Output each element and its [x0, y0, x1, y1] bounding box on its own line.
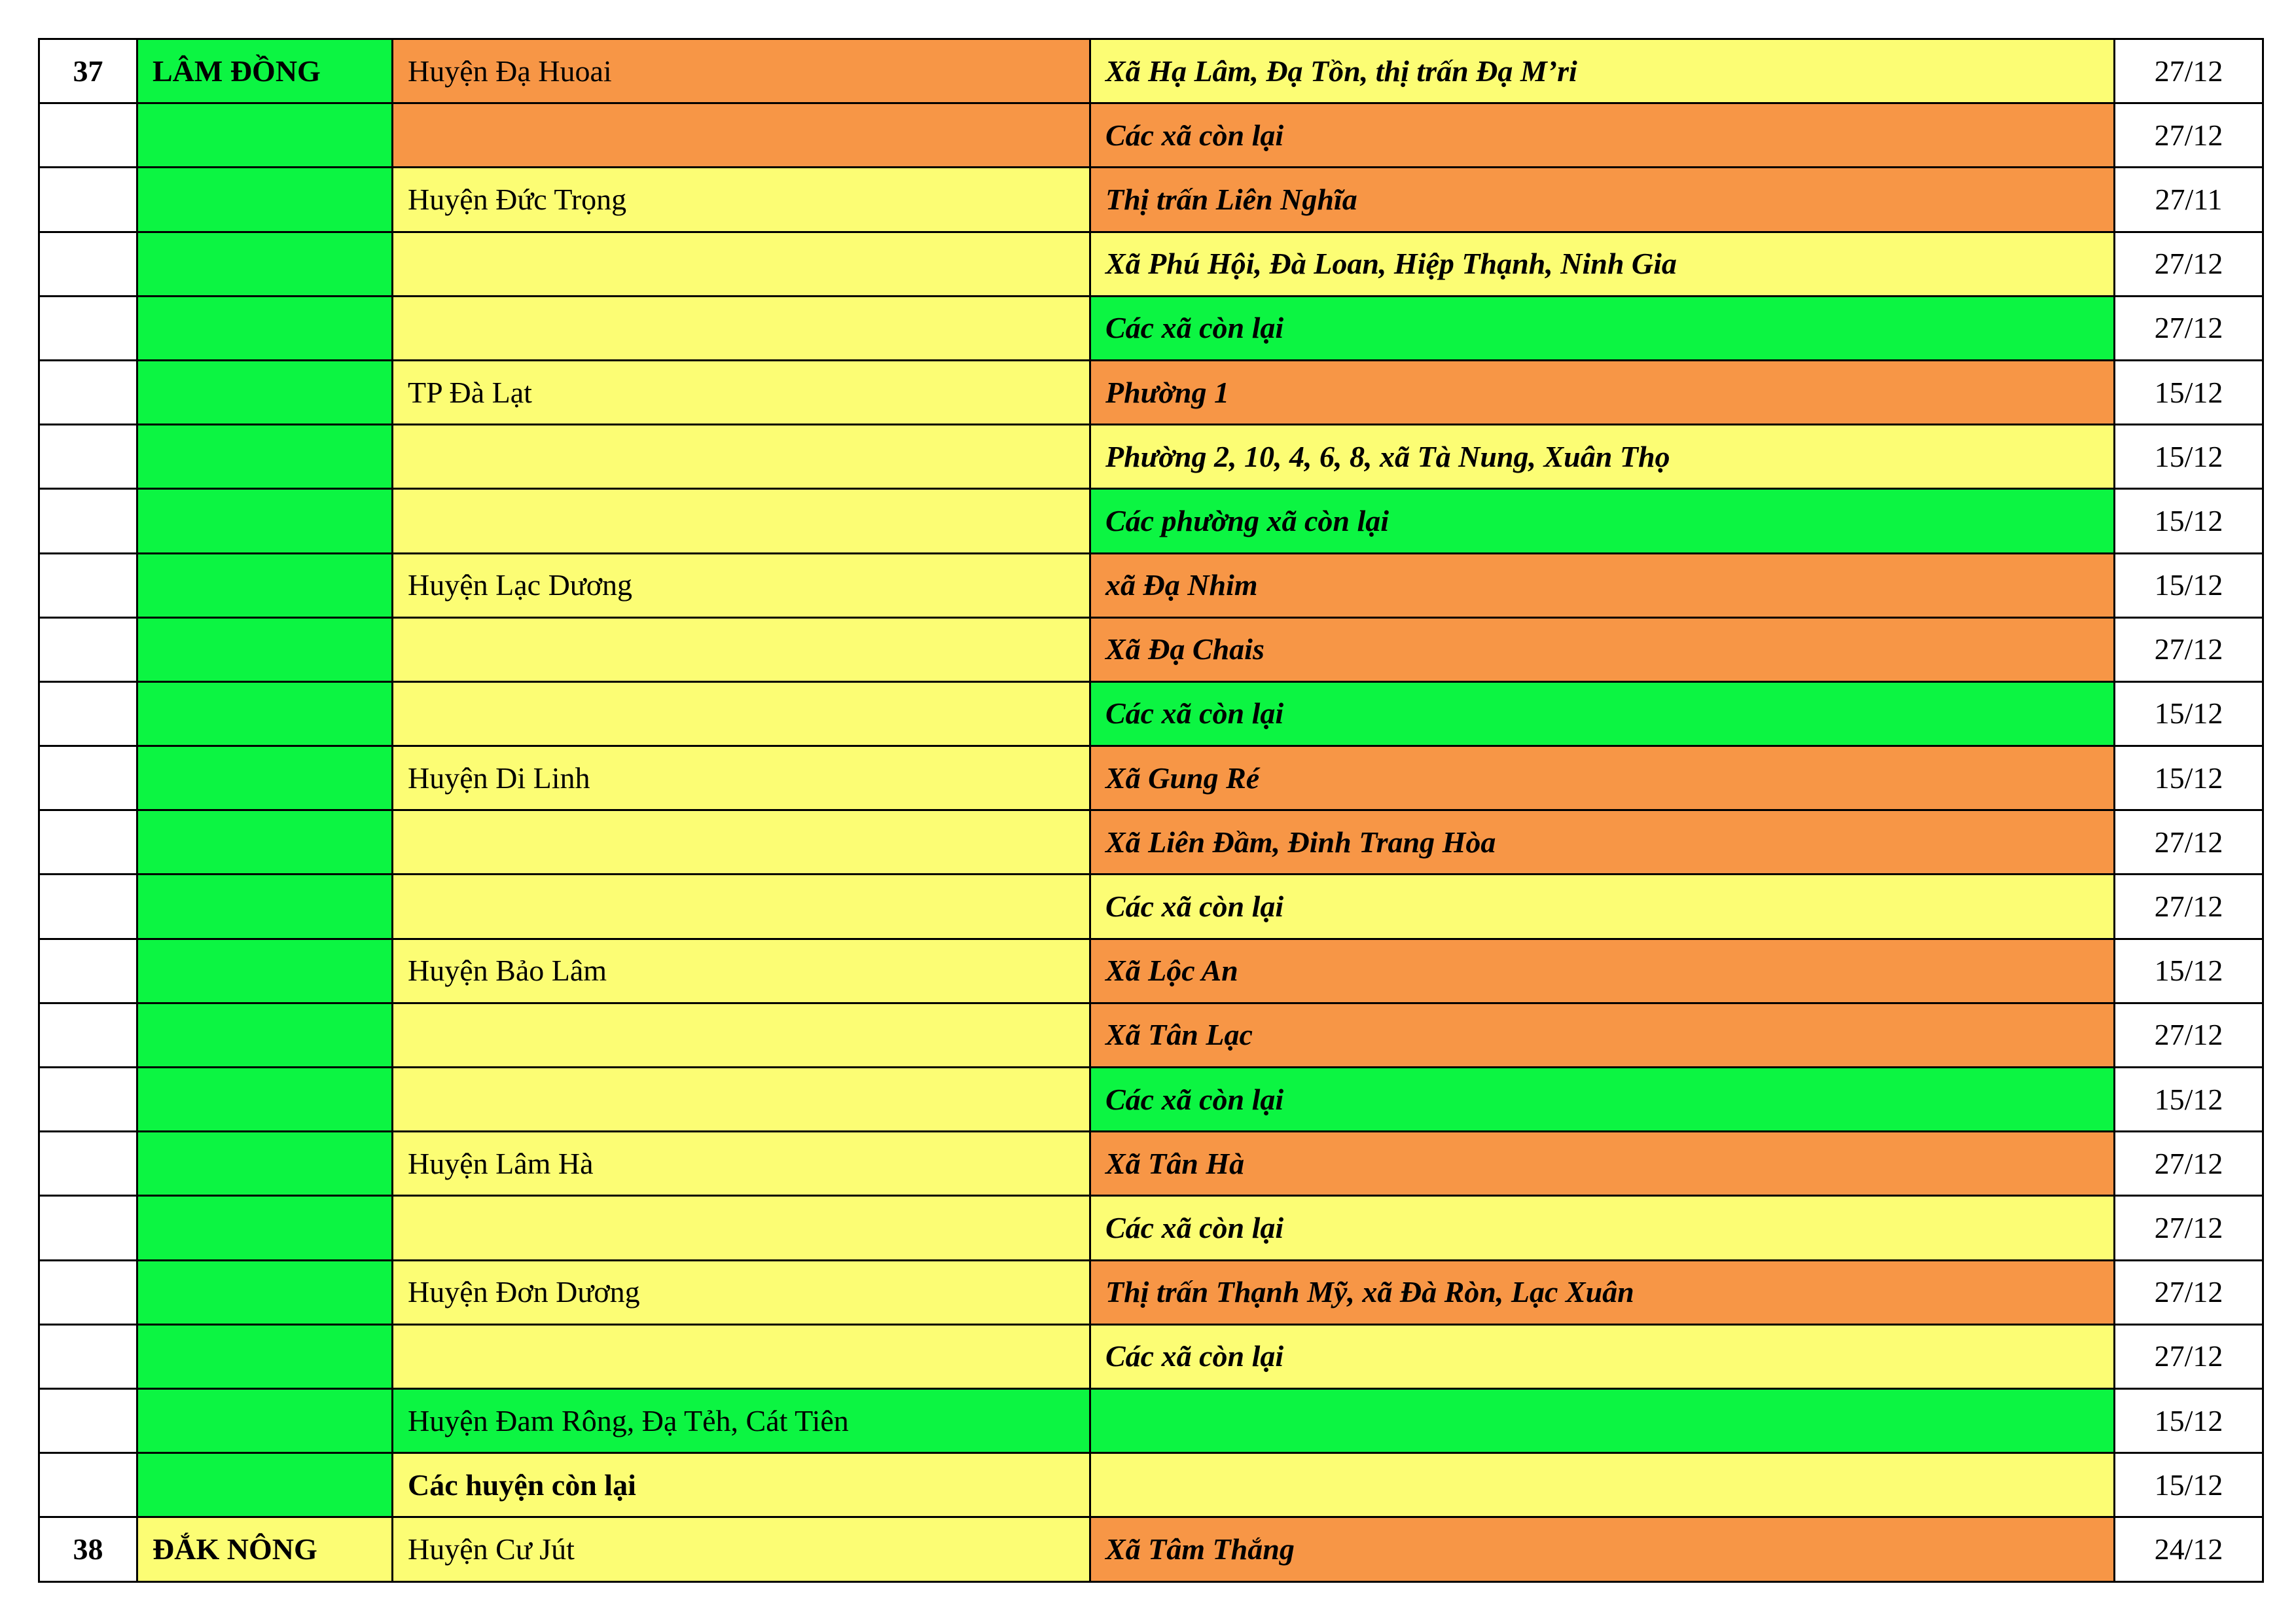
- row-number: [39, 746, 137, 810]
- province-name: [137, 1196, 393, 1260]
- province-name: [137, 1260, 393, 1324]
- table-row: [39, 168, 2263, 232]
- row-number: 37: [39, 39, 137, 103]
- date-cell: 27/12: [2115, 1260, 2263, 1324]
- table-row: [39, 875, 2263, 939]
- province-name: [137, 875, 393, 939]
- area-name: [1090, 1453, 2115, 1517]
- area-name: Các xã còn lại: [1090, 681, 2115, 746]
- province-name: LÂM ĐỒNG: [137, 39, 393, 103]
- table-row: [39, 746, 2263, 810]
- district-name: Huyện Đơn Dương: [393, 1260, 1090, 1324]
- district-name: TP Đà Lạt: [393, 360, 1090, 424]
- date-cell: 15/12: [2115, 1388, 2263, 1453]
- province-name: [137, 746, 393, 810]
- row-number: [39, 1388, 137, 1453]
- table-row: [39, 232, 2263, 296]
- row-number: [39, 168, 137, 232]
- table-row: [39, 810, 2263, 875]
- area-name: Xã Phú Hội, Đà Loan, Hiệp Thạnh, Ninh Gia: [1090, 232, 2115, 296]
- district-name: [393, 681, 1090, 746]
- district-name: Huyện Di Linh: [393, 746, 1090, 810]
- province-name: [137, 617, 393, 681]
- district-name: [393, 1003, 1090, 1067]
- row-number: [39, 681, 137, 746]
- row-number: [39, 553, 137, 617]
- province-name: [137, 1324, 393, 1388]
- area-name: Xã Tâm Thắng: [1090, 1517, 2115, 1581]
- district-name: [393, 1196, 1090, 1260]
- table-row: [39, 1068, 2263, 1132]
- row-number: [39, 296, 137, 360]
- district-name: [393, 425, 1090, 489]
- table-row: [39, 617, 2263, 681]
- row-number: [39, 617, 137, 681]
- district-name: Huyện Lạc Dương: [393, 553, 1090, 617]
- area-name: Các xã còn lại: [1090, 1196, 2115, 1260]
- area-name: Phường 1: [1090, 360, 2115, 424]
- date-cell: 27/12: [2115, 39, 2263, 103]
- area-name: Xã Gung Ré: [1090, 746, 2115, 810]
- date-cell: 15/12: [2115, 553, 2263, 617]
- district-name: [393, 875, 1090, 939]
- province-name: ĐẮK NÔNG: [137, 1517, 393, 1581]
- province-name: [137, 681, 393, 746]
- district-name: Huyện Bảo Lâm: [393, 939, 1090, 1003]
- table-row: [39, 1132, 2263, 1196]
- table-row: [39, 681, 2263, 746]
- date-cell: 15/12: [2115, 360, 2263, 424]
- province-name: [137, 232, 393, 296]
- district-name: Huyện Đam Rông, Đạ Tẻh, Cát Tiên: [393, 1388, 1090, 1453]
- district-name: Huyện Đức Trọng: [393, 168, 1090, 232]
- date-cell: 27/12: [2115, 103, 2263, 168]
- province-name: [137, 360, 393, 424]
- area-name: Các phường xã còn lại: [1090, 489, 2115, 553]
- area-name: Các xã còn lại: [1090, 1068, 2115, 1132]
- row-number: [39, 489, 137, 553]
- area-name: xã Đạ Nhim: [1090, 553, 2115, 617]
- table-row: [39, 1324, 2263, 1388]
- row-number: [39, 1003, 137, 1067]
- date-cell: 27/12: [2115, 1196, 2263, 1260]
- province-name: [137, 1388, 393, 1453]
- district-name: [393, 103, 1090, 168]
- row-number: [39, 1068, 137, 1132]
- row-number: [39, 875, 137, 939]
- date-cell: 27/12: [2115, 617, 2263, 681]
- area-name: Xã Liên Đầm, Đinh Trang Hòa: [1090, 810, 2115, 875]
- province-name: [137, 1453, 393, 1517]
- row-number: [39, 103, 137, 168]
- province-name: [137, 1068, 393, 1132]
- district-name: Huyện Lâm Hà: [393, 1132, 1090, 1196]
- row-number: [39, 1260, 137, 1324]
- row-number: [39, 810, 137, 875]
- province-name: [137, 296, 393, 360]
- row-number: [39, 1324, 137, 1388]
- date-cell: 27/12: [2115, 232, 2263, 296]
- table-row: [39, 489, 2263, 553]
- district-name: [393, 1068, 1090, 1132]
- area-name: Các xã còn lại: [1090, 296, 2115, 360]
- area-name: Xã Tân Lạc: [1090, 1003, 2115, 1067]
- date-cell: 27/12: [2115, 1003, 2263, 1067]
- risk-level-table: [38, 38, 2264, 1583]
- row-number: [39, 939, 137, 1003]
- district-name: [393, 296, 1090, 360]
- row-number: [39, 1196, 137, 1260]
- date-cell: 27/11: [2115, 168, 2263, 232]
- table-row: [39, 1388, 2263, 1453]
- area-name: [1090, 1388, 2115, 1453]
- area-name: Xã Tân Hà: [1090, 1132, 2115, 1196]
- district-name: Các huyện còn lại: [393, 1453, 1090, 1517]
- row-number: [39, 1132, 137, 1196]
- district-name: Huyện Đạ Huoai: [393, 39, 1090, 103]
- date-cell: 15/12: [2115, 746, 2263, 810]
- province-name: [137, 168, 393, 232]
- table-row: [39, 296, 2263, 360]
- date-cell: 27/12: [2115, 810, 2263, 875]
- area-name: Xã Lộc An: [1090, 939, 2115, 1003]
- date-cell: 15/12: [2115, 1068, 2263, 1132]
- area-name: Thị trấn Liên Nghĩa: [1090, 168, 2115, 232]
- row-number: [39, 1453, 137, 1517]
- district-name: [393, 617, 1090, 681]
- date-cell: 27/12: [2115, 296, 2263, 360]
- area-name: Phường 2, 10, 4, 6, 8, xã Tà Nung, Xuân Thọ: [1090, 425, 2115, 489]
- row-number: 38: [39, 1517, 137, 1581]
- district-name: [393, 810, 1090, 875]
- province-name: [137, 939, 393, 1003]
- row-number: [39, 232, 137, 296]
- province-name: [137, 810, 393, 875]
- province-name: [137, 1132, 393, 1196]
- area-name: Xã Hạ Lâm, Đạ Tồn, thị trấn Đạ M’ri: [1090, 39, 2115, 103]
- date-cell: 27/12: [2115, 1324, 2263, 1388]
- district-name: Huyện Cư Jút: [393, 1517, 1090, 1581]
- district-name: [393, 232, 1090, 296]
- district-name: [393, 489, 1090, 553]
- province-name: [137, 425, 393, 489]
- date-cell: 24/12: [2115, 1517, 2263, 1581]
- date-cell: 15/12: [2115, 425, 2263, 489]
- area-name: Các xã còn lại: [1090, 875, 2115, 939]
- table-row: [39, 1196, 2263, 1260]
- table-row: [39, 1517, 2263, 1581]
- table-row: [39, 360, 2263, 424]
- date-cell: 15/12: [2115, 489, 2263, 553]
- date-cell: 15/12: [2115, 1453, 2263, 1517]
- table-row: [39, 1260, 2263, 1324]
- table-row: [39, 39, 2263, 103]
- district-name: [393, 1324, 1090, 1388]
- table-row: [39, 1003, 2263, 1067]
- province-name: [137, 489, 393, 553]
- province-name: [137, 103, 393, 168]
- date-cell: 27/12: [2115, 1132, 2263, 1196]
- row-number: [39, 425, 137, 489]
- area-name: Thị trấn Thạnh Mỹ, xã Đà Ròn, Lạc Xuân: [1090, 1260, 2115, 1324]
- table-row: [39, 553, 2263, 617]
- table-row: [39, 103, 2263, 168]
- province-name: [137, 1003, 393, 1067]
- date-cell: 27/12: [2115, 875, 2263, 939]
- table-row: [39, 1453, 2263, 1517]
- table-row: [39, 425, 2263, 489]
- area-name: Xã Đạ Chais: [1090, 617, 2115, 681]
- province-name: [137, 553, 393, 617]
- area-name: Các xã còn lại: [1090, 1324, 2115, 1388]
- date-cell: 15/12: [2115, 939, 2263, 1003]
- row-number: [39, 360, 137, 424]
- table-row: [39, 939, 2263, 1003]
- area-name: Các xã còn lại: [1090, 103, 2115, 168]
- date-cell: 15/12: [2115, 681, 2263, 746]
